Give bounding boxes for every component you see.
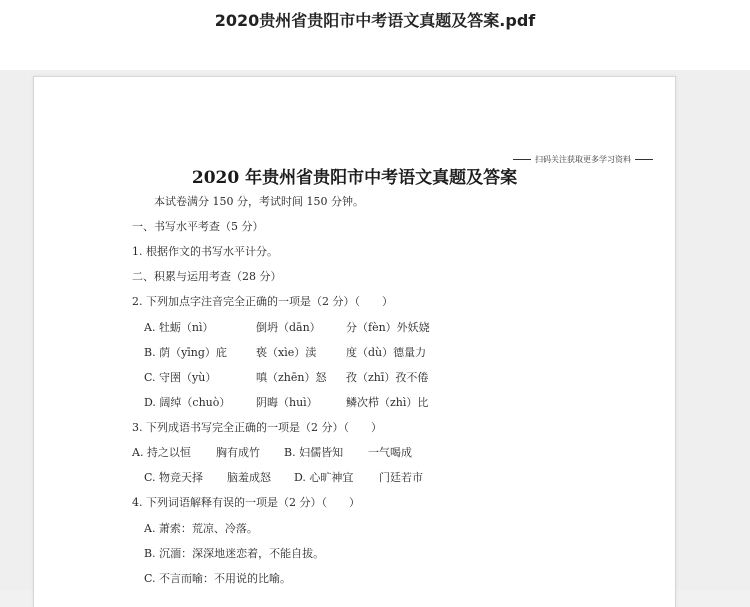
- q3-option-c-2: 脑羞成怒: [227, 471, 271, 484]
- q2-option-a-2: 倒坍（dān）: [256, 321, 321, 334]
- q4-option-b: B. 沉湎：深深地迷恋着，不能自拔。: [144, 547, 325, 560]
- banner-text: 扫码关注获取更多学习资料: [535, 155, 631, 164]
- q2-option-a-1: A. 牡蛎（nì）: [144, 321, 214, 334]
- question-1: 1. 根据作文的书写水平计分。: [132, 245, 278, 258]
- q2-option-d-2: 阴晦（huì）: [256, 396, 318, 409]
- file-title: 2020贵州省贵阳市中考语文真题及答案.pdf: [214, 11, 536, 30]
- q2-option-a-3: 分（fèn）外妖娆: [346, 321, 430, 334]
- q2-option-b-1: B. 荫（yīng）庇: [144, 346, 227, 359]
- question-4-stem: 4. 下列词语解释有误的一项是（2 分）（ ）: [132, 496, 360, 509]
- q3-option-a-2: 胸有成竹: [216, 446, 260, 459]
- q2-option-d-1: D. 阔绰（chuò）: [144, 396, 231, 409]
- q3-option-d-2: 门廷若市: [379, 471, 423, 484]
- q2-option-b-3: 度（dù）德量力: [346, 346, 427, 359]
- q2-option-c-2: 嗔（zhēn）怒: [256, 371, 327, 384]
- q2-option-b-2: 亵（xìe）渎: [256, 346, 317, 359]
- q3-option-a-1: A. 持之以恒: [132, 446, 191, 459]
- section-heading-1: 一、书写水平考查（5 分）: [132, 220, 264, 233]
- q3-option-b-1: B. 妇儒皆知: [284, 446, 344, 459]
- question-2-stem: 2. 下列加点字注音完全正确的一项是（2 分）（ ）: [132, 295, 393, 308]
- pdf-page[interactable]: [33, 76, 676, 607]
- q4-option-a: A. 萧索：荒凉、冷落。: [144, 522, 258, 535]
- q3-option-d-1: D. 心旷神宜: [294, 471, 354, 484]
- question-3-stem: 3. 下列成语书写完全正确的一项是（2 分）（ ）: [132, 421, 382, 434]
- document-title: 2020 年贵州省贵阳市中考语文真题及答案: [191, 168, 518, 188]
- q2-option-d-3: 鳞次栉（zhì）比: [346, 396, 429, 409]
- q3-option-c-1: C. 物竞天择: [144, 471, 204, 484]
- exam-intro: 本试卷满分 150 分，考试时间 150 分钟。: [154, 195, 364, 208]
- viewer-header: [0, 0, 750, 70]
- q4-option-c: C. 不言而喻：不用说的比喻。: [144, 572, 292, 585]
- banner-right-dash: [635, 159, 653, 160]
- banner-left-dash: [513, 159, 531, 160]
- q3-option-b-2: 一气喝成: [368, 446, 412, 459]
- q2-option-c-3: 孜（zhī）孜不倦: [346, 371, 429, 384]
- q2-option-c-1: C. 守圉（yù）: [144, 371, 217, 384]
- section-heading-2: 二、积累与运用考查（28 分）: [132, 270, 282, 283]
